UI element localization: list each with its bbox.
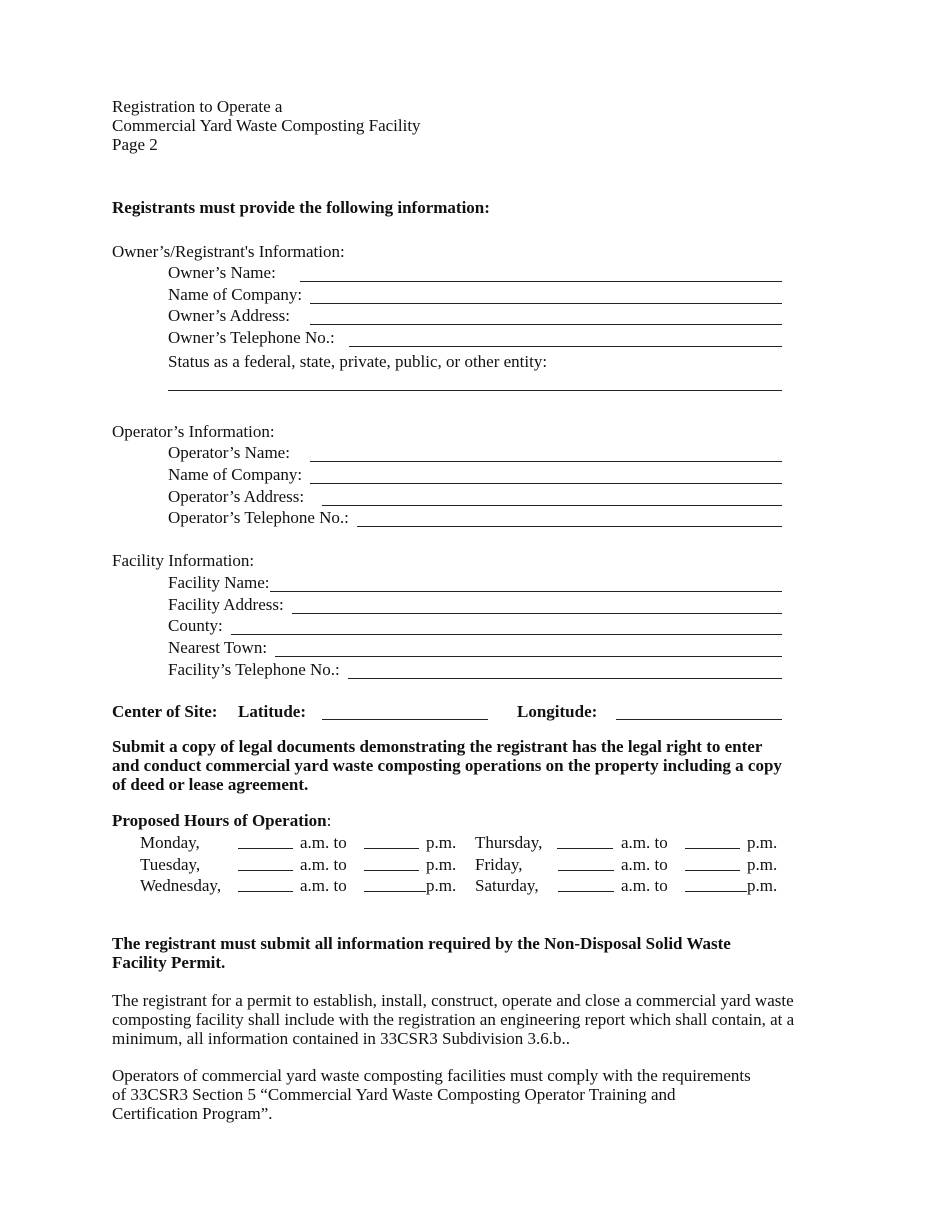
facility-town-field[interactable]	[275, 641, 782, 657]
owner-name-row	[168, 262, 782, 282]
owner-phone-label: Owner’s Telephone No.:	[168, 328, 335, 347]
operator-phone-row	[168, 507, 782, 527]
permit-requirement: The registrant must submit all information required by the Non-Disposal Solid Waste Facility Permit.	[112, 934, 731, 972]
saturday-am-to: a.m. to	[621, 876, 668, 895]
owner-phone-row	[168, 327, 782, 347]
facility-county-label: County:	[168, 616, 223, 635]
legal-documents-instruction: Submit a copy of legal documents demonstrating the registrant has the legal right to enter and conduct commercial yard waste composting operations on the property including a copy of deed or lease agreement.	[112, 737, 782, 794]
facility-address-label: Facility Address:	[168, 595, 284, 614]
tuesday-open-field[interactable]	[238, 856, 293, 871]
hours-row-2	[140, 855, 782, 877]
facility-phone-row	[168, 659, 782, 679]
engineering-report-paragraph: The registrant for a permit to establish, install, construct, operate and close a commercial yard waste composting facility shall include with the registration an engineering report which shall contain, at a minimum, all information contained in 33CSR3 Subdivision 3.6.b..	[112, 991, 795, 1048]
thursday-open-field[interactable]	[557, 834, 613, 849]
facility-name-row	[168, 572, 782, 592]
friday-open-field[interactable]	[558, 856, 614, 871]
tuesday-close-field[interactable]	[364, 856, 419, 871]
friday-pm: p.m.	[747, 854, 778, 874]
operator-section-heading: Operator’s Information:	[112, 422, 275, 441]
facility-section-heading: Facility Information:	[112, 551, 255, 570]
hours-table	[140, 833, 782, 898]
tuesday-pm: p.m.	[426, 854, 457, 874]
thursday-close-field[interactable]	[685, 834, 740, 849]
facility-name-label: Facility Name:	[168, 573, 270, 592]
hours-row-3	[140, 876, 782, 898]
operator-training-paragraph: Operators of commercial yard waste composting facilities must comply with the requirements of 33CSR3 Section 5 “Commercial Yard Waste Composting Operator Training and Certification Program”.	[112, 1066, 751, 1123]
monday-am-to: a.m. to	[300, 833, 347, 852]
monday-open-field[interactable]	[238, 834, 293, 849]
latitude-label: Latitude:	[238, 702, 306, 721]
friday-am-to: a.m. to	[621, 854, 668, 874]
operator-company-row	[168, 464, 782, 484]
facility-town-row	[168, 637, 782, 657]
owner-company-label: Name of Company:	[168, 285, 303, 304]
operator-address-field[interactable]	[322, 490, 782, 506]
owner-status-field[interactable]	[168, 389, 782, 391]
wednesday-pm: p.m.	[426, 876, 457, 895]
hours-heading-colon: :	[326, 811, 332, 830]
latitude-field[interactable]	[322, 718, 488, 720]
operator-phone-label: Operator’s Telephone No.:	[168, 508, 349, 527]
header-line-1: Registration to Operate a	[112, 97, 283, 116]
day-thursday: Thursday,	[475, 833, 543, 852]
owner-address-label: Owner’s Address:	[168, 306, 290, 325]
header-line-2: Commercial Yard Waste Composting Facility	[112, 116, 421, 135]
saturday-close-field[interactable]	[685, 877, 747, 892]
hours-heading-wrap	[112, 811, 331, 830]
longitude-label: Longitude:	[517, 702, 598, 721]
saturday-pm: p.m.	[747, 876, 778, 895]
owner-name-label: Owner’s Name:	[168, 263, 276, 282]
owner-phone-field[interactable]	[349, 331, 782, 347]
wednesday-close-field[interactable]	[364, 877, 426, 892]
facility-address-row	[168, 594, 782, 614]
operator-name-field[interactable]	[310, 446, 782, 462]
owner-company-field[interactable]	[310, 288, 782, 304]
day-saturday: Saturday,	[475, 876, 539, 895]
monday-pm: p.m.	[426, 833, 457, 852]
longitude-field[interactable]	[616, 718, 782, 720]
header-page-number: Page 2	[112, 135, 158, 154]
operator-name-row	[168, 442, 782, 462]
owner-section-heading: Owner’s/Registrant's Information:	[112, 242, 345, 261]
facility-town-label: Nearest Town:	[168, 638, 268, 657]
operator-address-label: Operator’s Address:	[168, 487, 305, 506]
operator-company-field[interactable]	[310, 468, 782, 484]
tuesday-am-to: a.m. to	[300, 854, 347, 874]
day-friday: Friday,	[475, 854, 523, 874]
day-monday: Monday,	[140, 833, 200, 852]
owner-address-row	[168, 305, 782, 325]
wednesday-open-field[interactable]	[238, 877, 293, 892]
operator-phone-field[interactable]	[357, 511, 782, 527]
thursday-am-to: a.m. to	[621, 833, 668, 852]
thursday-pm: p.m.	[747, 833, 778, 852]
wednesday-am-to: a.m. to	[300, 876, 347, 895]
day-tuesday: Tuesday,	[140, 854, 201, 874]
owner-name-field[interactable]	[300, 266, 782, 282]
saturday-open-field[interactable]	[558, 877, 614, 892]
day-wednesday: Wednesday,	[140, 876, 222, 895]
facility-county-field[interactable]	[231, 619, 782, 635]
hours-row-1	[140, 833, 782, 855]
facility-county-row	[168, 615, 782, 635]
owner-address-field[interactable]	[310, 309, 782, 325]
monday-close-field[interactable]	[364, 834, 419, 849]
facility-address-field[interactable]	[292, 598, 782, 614]
operator-name-label: Operator’s Name:	[168, 443, 290, 462]
owner-company-row	[168, 284, 782, 304]
facility-phone-field[interactable]	[348, 663, 782, 679]
owner-status-label: Status as a federal, state, private, public, or other entity:	[168, 352, 548, 371]
intro-heading: Registrants must provide the following information:	[112, 198, 490, 217]
center-of-site-label: Center of Site:	[112, 702, 218, 721]
hours-heading: Proposed Hours of Operation	[112, 811, 327, 830]
facility-name-field[interactable]	[270, 576, 782, 592]
operator-company-label: Name of Company:	[168, 465, 303, 484]
friday-close-field[interactable]	[685, 856, 740, 871]
facility-phone-label: Facility’s Telephone No.:	[168, 660, 340, 679]
operator-address-row	[168, 486, 782, 506]
